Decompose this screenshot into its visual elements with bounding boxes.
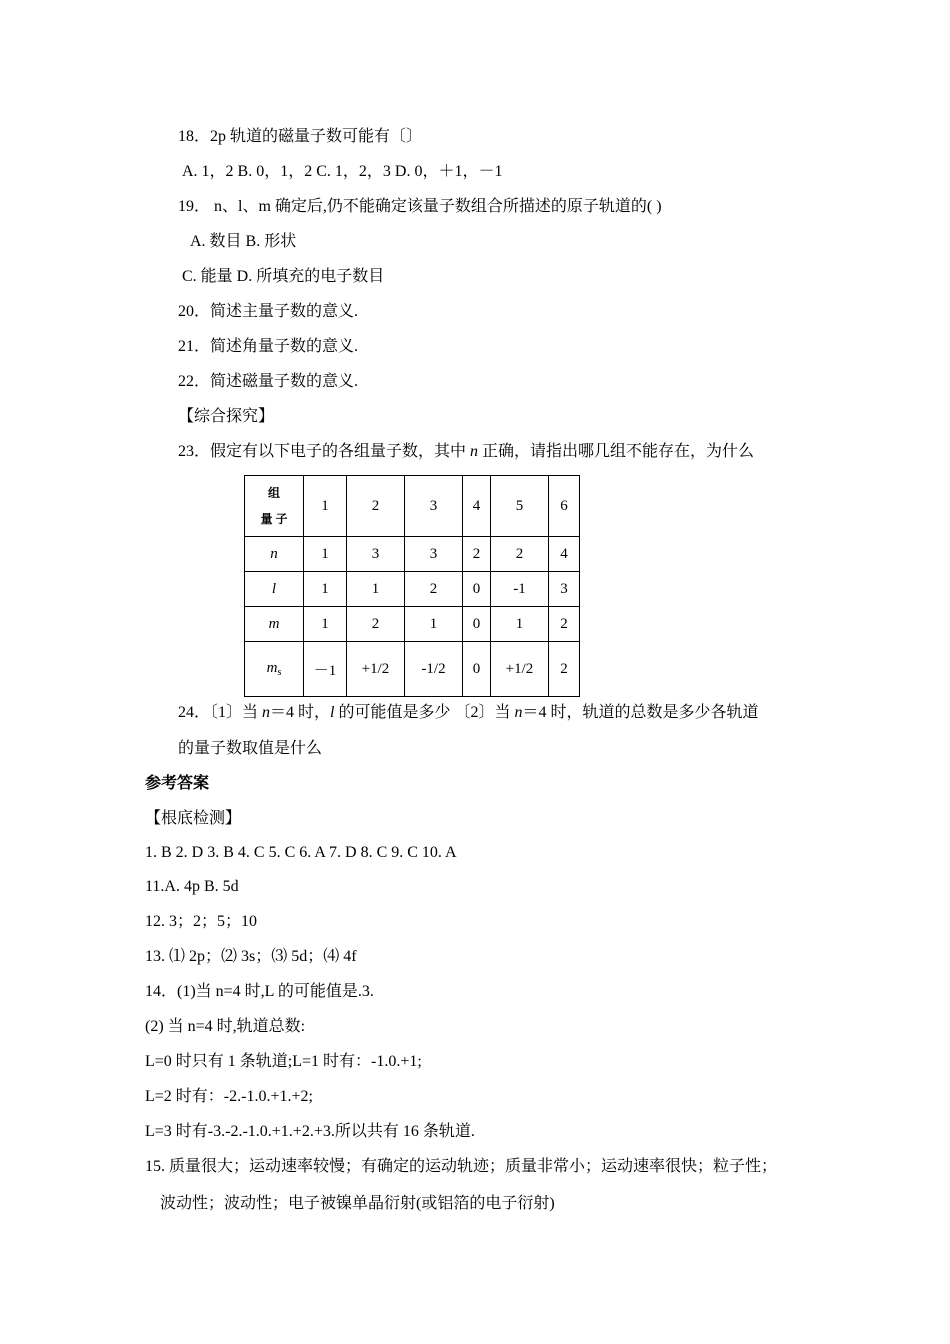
answer-13: 13. ⑴ 2p；⑵ 3s；⑶ 5d；⑷ 4f [145,948,357,965]
row-label: n [245,537,304,572]
question-22: 22．简述磁量子数的意义. [178,373,359,390]
table-col-header: 2 [347,476,405,537]
table-cell: +1/2 [491,642,549,697]
table-cell: 1 [347,572,405,607]
question-24-line2: 的量子数取值是什么 [178,740,323,757]
table-cell: 0 [463,607,491,642]
table-col-header: 1 [304,476,347,537]
table-col-header: 4 [463,476,491,537]
quantum-number-table [244,475,580,697]
table-cell: -1/2 [405,642,463,697]
table-row [245,537,580,572]
row-label: l [245,572,304,607]
answer-11: 11.A. 4p B. 5d [145,878,239,895]
question-23-var: n [470,443,479,460]
table-cell: 0 [463,572,491,607]
answer-1-10: 1. B 2. D 3. B 4. C 5. C 6. A 7. D 8. C 9. C 10. A [145,844,457,861]
table-cell: 1 [304,572,347,607]
table-cell: 2 [549,607,580,642]
answer-14-1: 14．(1)当 n=4 时,L 的可能值是.3. [145,983,374,1000]
table-cell: -1 [491,572,549,607]
question-23 [178,442,754,462]
question-18: 18．2p 轨道的磁量子数可能有〔〕 [178,128,423,145]
table-cell: 2 [405,572,463,607]
table-cell: 1 [491,607,549,642]
table-header-bottom: 量 子 [260,512,288,526]
question-18-options: A. 1，2 B. 0，1，2 C. 1，2，3 D. 0，＋1，－1 [182,163,503,180]
row-label-main: m [266,660,278,676]
row-label [245,642,304,697]
question-21: 21．简述角量子数的意义. [178,338,359,355]
question-24-c: 的可能值是多少 〔2〕当 [334,704,515,721]
answer-14-4: L=2 时有：-2.-1.0.+1.+2; [145,1088,313,1105]
table-cell: 1 [405,607,463,642]
table-cell: 2 [463,537,491,572]
question-24-n1: n [262,704,271,721]
question-19-options-ab: A. 数目 B. 形状 [190,233,297,250]
table-cell: －1 [304,642,347,697]
question-20: 20．简述主量子数的意义. [178,303,359,320]
row-label-sub: s [277,667,282,678]
table-cell: 4 [549,537,580,572]
row-label: m [245,607,304,642]
answer-14-5: L=3 时有-3.-2.-1.0.+1.+2.+3.所以共有 16 条轨道. [145,1123,475,1140]
table-cell: 2 [491,537,549,572]
table-col-header: 6 [549,476,580,537]
table-cell: 1 [304,537,347,572]
answers-title: 参考答案 [145,775,210,792]
question-23-prefix: 23．假定有以下电子的各组量子数，其中 [178,443,471,460]
table-cell: 3 [347,537,405,572]
question-24-n2: n [514,704,523,721]
section-comprehensive: 【综合探究】 [178,408,275,425]
table-cell: 2 [549,642,580,697]
question-23-suffix: 正确，请指出哪几组不能存在，为什么 [478,443,755,460]
table-cell: 1 [304,607,347,642]
answer-15-2: 波动性；波动性；电子被镍单晶衍射(或铝箔的电子衍射) [160,1195,555,1212]
question-24-d: ＝4 时，轨道的总数是多少各轨道 [522,704,759,721]
question-24 [178,703,759,723]
table-header-corner [245,476,304,537]
table-cell: 0 [463,642,491,697]
question-24-b: ＝4 时， [270,704,331,721]
question-24-l: l [330,704,335,721]
question-19-options-cd: C. 能量 D. 所填充的电子数目 [182,268,385,285]
table-cell: 3 [405,537,463,572]
table-header-top: 组 [267,486,280,500]
table-cell: 3 [549,572,580,607]
table-col-header: 3 [405,476,463,537]
question-19: 19． n、l、m 确定后,仍不能确定该量子数组合所描述的原子轨道的( ) [178,198,662,215]
table-row [245,572,580,607]
table-col-header: 5 [491,476,549,537]
table-cell: +1/2 [347,642,405,697]
section-basic: 【根底检测】 [145,810,242,827]
question-24-a: 24．〔1〕当 [178,704,263,721]
answer-14-2: (2) 当 n=4 时,轨道总数: [145,1018,306,1035]
table-cell: 2 [347,607,405,642]
table-row [245,607,580,642]
answer-12: 12. 3；2；5；10 [145,913,258,930]
answer-14-3: L=0 时只有 1 条轨道;L=1 时有：-1.0.+1; [145,1053,422,1070]
answer-15-1: 15. 质量很大；运动速率较慢；有确定的运动轨迹；质量非常小；运动速率很快；粒子性； [145,1158,778,1175]
table-row [245,642,580,697]
